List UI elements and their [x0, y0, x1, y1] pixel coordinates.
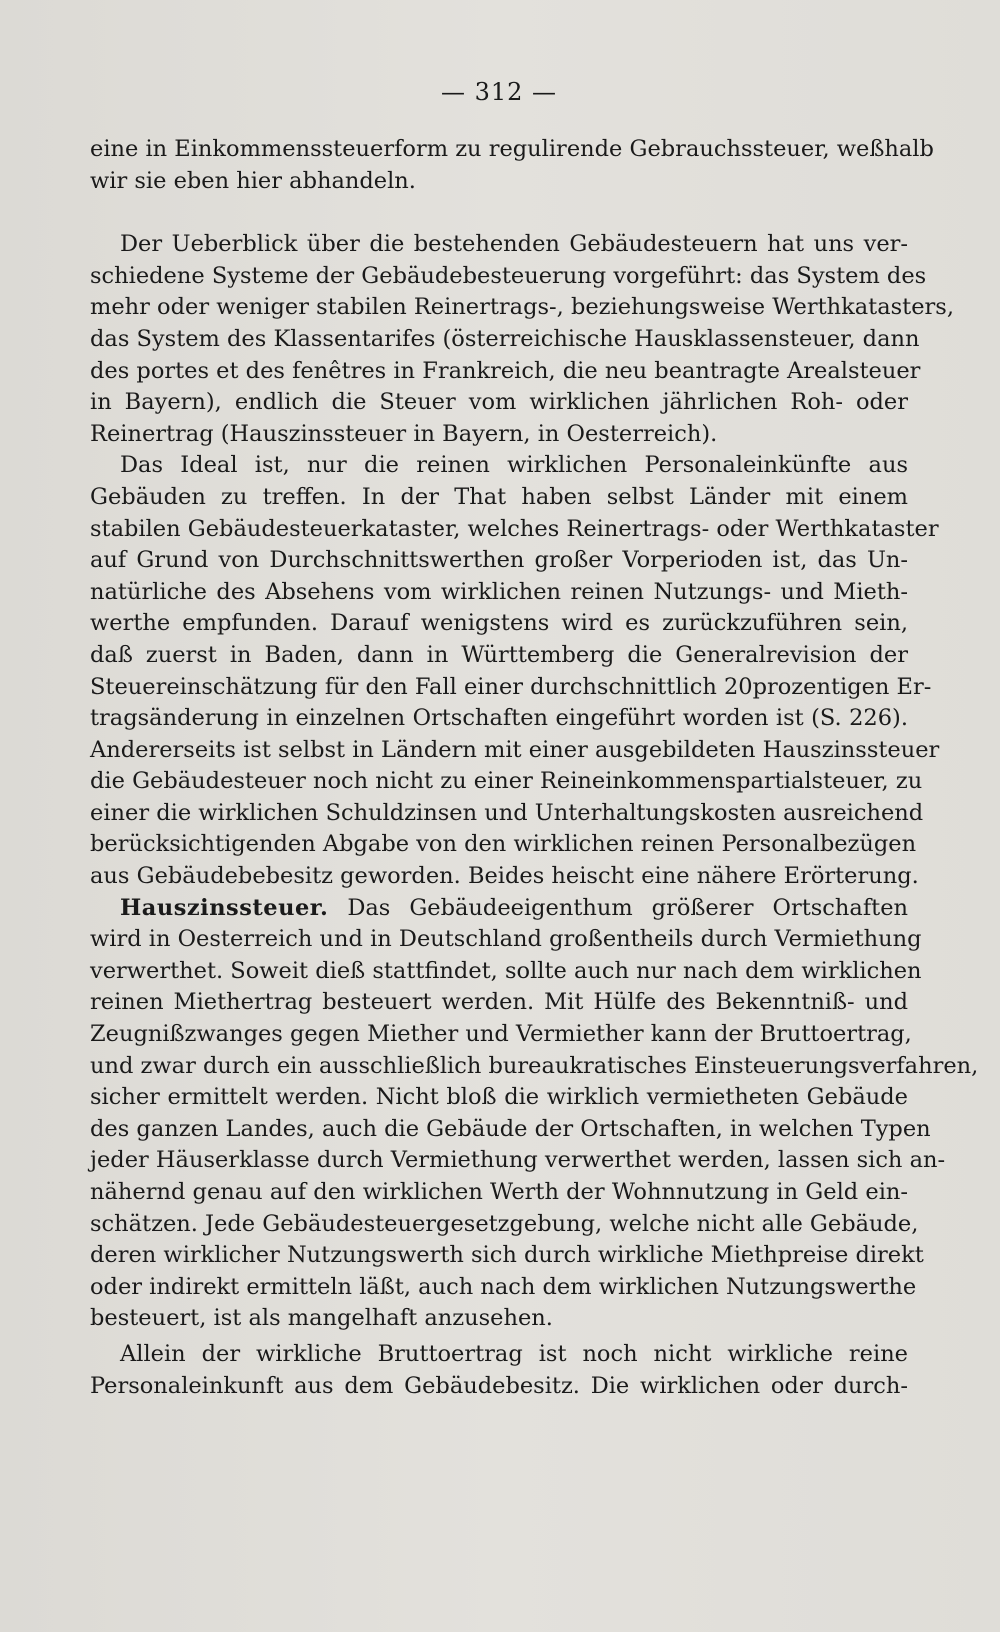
- text-line: Gebäuden zu treffen. In der That haben selbst Länder mit einem: [90, 483, 908, 510]
- paragraph-ideal: [90, 450, 940, 892]
- text-line: nähernd genau auf den wirklichen Werth der Wohnnutzung in Geld ein-: [90, 1179, 908, 1205]
- section-runin-heading: Hauszinssteuer.: [120, 894, 329, 921]
- text-line: Allein der wirkliche Bruttoertrag ist noch nicht wirkliche reine: [120, 1340, 908, 1367]
- text-line: Personaleinkunft aus dem Gebäudebesitz. Die wirklichen oder durch-: [90, 1372, 908, 1399]
- text-line: werthe empfunden. Darauf wenigstens wird es zurückzuführen sein,: [90, 610, 908, 637]
- text-line: einer die wirklichen Schuldzinsen und Unterhaltungskosten ausreichend: [90, 799, 924, 826]
- text-line: aus Gebäudebebesitz geworden. Beides heischt eine nähere Erörterung.: [90, 863, 919, 890]
- text-line: die Gebäudesteuer noch nicht zu einer Reineinkommenspartialsteuer, zu: [90, 768, 923, 795]
- paragraph-bruttoertrag: [90, 1339, 908, 1402]
- text-line: in Bayern), endlich die Steuer vom wirklichen jährlichen Roh- oder: [90, 389, 908, 416]
- text-line: wird in Oesterreich und in Deutschland großentheils durch Vermiethung: [90, 926, 922, 953]
- text-line: eine in Einkommenssteuerform zu regulirende Gebrauchssteuer, weßhalb: [90, 136, 934, 162]
- text-line: das System des Klassentarifes (österreichische Hausklassensteuer, dann: [90, 325, 920, 352]
- text-line: mehr oder weniger stabilen Reinertrags-, beziehungsweise Werthkatasters,: [90, 294, 954, 321]
- text-line: stabilen Gebäudesteuerkataster, welches Reinertrags- oder Werthkataster: [90, 515, 939, 542]
- text-line: berücksichtigenden Abgabe von den wirklichen reinen Personalbezügen: [90, 831, 917, 858]
- text-line: wir sie eben hier abhandeln.: [90, 167, 416, 194]
- text-line: sicher ermittelt werden. Nicht bloß die wirklich vermietheten Gebäude: [90, 1084, 908, 1111]
- body-text: [90, 134, 979, 1402]
- text-line: besteuert, ist als mangelhaft anzusehen.: [90, 1305, 553, 1332]
- text-line: Steuereinschätzung für den Fall einer durchschnittlich 20prozentigen Er-: [90, 673, 932, 700]
- text-line: tragsänderung in einzelnen Ortschaften eingeführt worden ist (S. 226).: [90, 705, 908, 732]
- paragraph-continuation: [90, 134, 934, 197]
- text-line: Das Ideal ist, nur die reinen wirklichen Personaleinkünfte aus: [120, 452, 908, 479]
- text-line: schiedene Systeme der Gebäudebesteuerung vorgeführt: das System des: [90, 262, 927, 289]
- text-line: jeder Häuserklasse durch Vermiethung verwerthet werden, lassen sich an-: [90, 1147, 946, 1174]
- paragraph-hauszinssteuer: [90, 893, 979, 1335]
- text-line: oder indirekt ermitteln läßt, auch nach dem wirklichen Nutzungswerthe: [90, 1273, 917, 1300]
- text-line: des portes et des fenêtres in Frankreich, die neu beantragte Arealsteuer: [90, 357, 921, 384]
- text-line: und zwar durch ein ausschließlich bureaukratisches Einsteuerungsverfahren,: [90, 1052, 979, 1079]
- text-line: Zeugnißzwanges gegen Miether und Vermiether kann der Bruttoertrag,: [90, 1021, 912, 1048]
- text-line: schätzen. Jede Gebäudesteuergesetzgebung, welche nicht alle Gebäude,: [90, 1210, 919, 1237]
- text-line: auf Grund von Durchschnittswerthen großer Vorperioden ist, das Un-: [90, 547, 908, 574]
- text-line: Reinertrag (Hauszinssteuer in Bayern, in Oesterreich).: [90, 420, 718, 447]
- text-line: reinen Miethertrag besteuert werden. Mit Hülfe des Bekenntniß- und: [90, 989, 908, 1016]
- text-line: daß zuerst in Baden, dann in Württemberg die Generalrevision der: [90, 641, 908, 668]
- text-line: Der Ueberblick über die bestehenden Gebäudesteuern hat uns ver-: [120, 231, 908, 258]
- text-line: natürliche des Absehens vom wirklichen reinen Nutzungs- und Mieth-: [90, 578, 908, 605]
- paragraph-overview: [90, 229, 954, 450]
- text-line: verwerthet. Soweit dieß stattfindet, sollte auch nur nach dem wirklichen: [90, 957, 922, 984]
- text-line: [90, 893, 908, 925]
- text-line: Andererseits ist selbst in Ländern mit einer ausgebildeten Hauszinssteuer: [90, 736, 940, 763]
- page-number: — 312 —: [440, 78, 558, 106]
- text-line-rest: Das Gebäudeeigenthum größerer Ortschaften: [328, 894, 908, 921]
- text-line: des ganzen Landes, auch die Gebäude der Ortschaften, in welchen Typen: [90, 1115, 931, 1142]
- text-line: deren wirklicher Nutzungswerth sich durch wirkliche Miethpreise direkt: [90, 1242, 924, 1269]
